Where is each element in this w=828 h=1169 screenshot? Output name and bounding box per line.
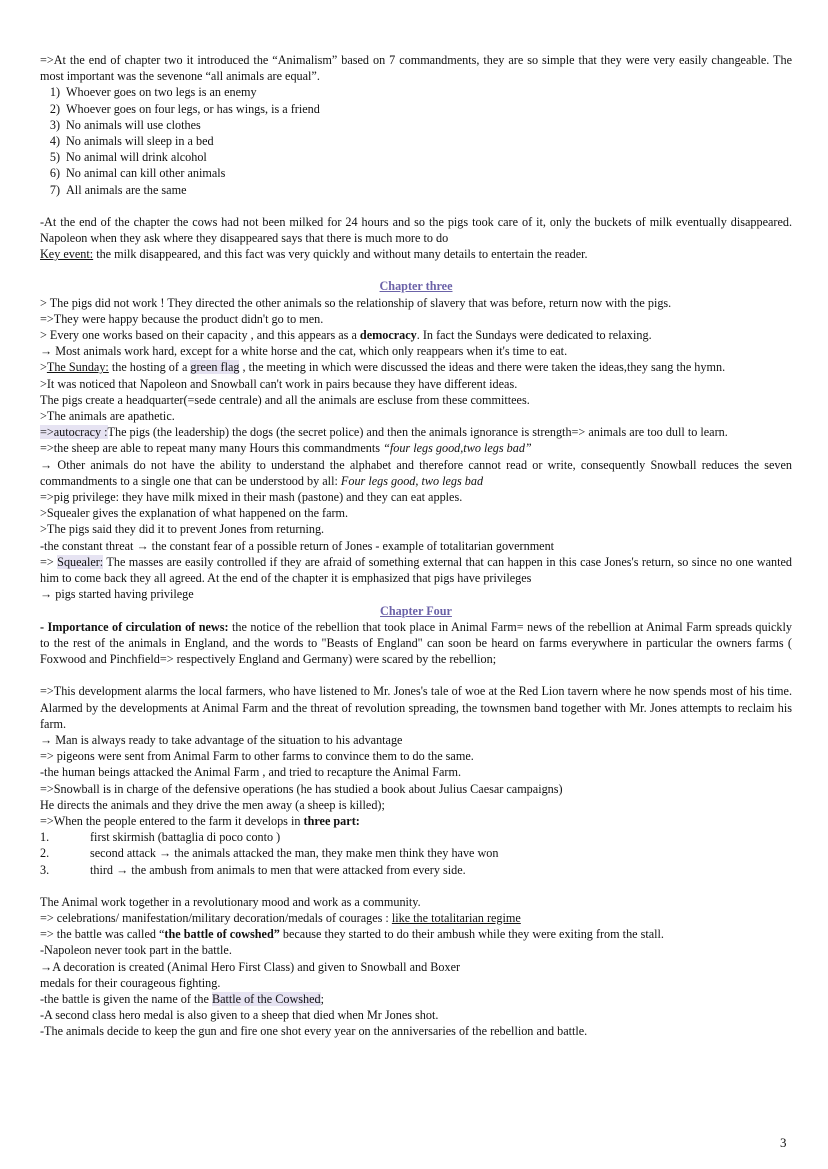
text-line: => celebrations/ manifestation/military decoration/medals of courages : like the totalitarian regime bbox=[40, 910, 521, 925]
list-item: 1. first skirmish (battaglia di poco conto ) bbox=[40, 830, 281, 845]
page-number: 3 bbox=[780, 1135, 787, 1150]
text-line: =>When the people entered to the farm it develops in three part: bbox=[40, 813, 360, 828]
text-line: He directs the animals and they drive the men away (a sheep is killed); bbox=[40, 797, 385, 812]
cows-paragraph: -At the end of the chapter the cows had not been milked for 24 hours and so the pigs took care of it, only the buckets of milk eventually disappeared. Napoleon when they ask where they disappeared says that there is much more to do bbox=[40, 214, 792, 246]
list-item: 3) No animals will use clothes bbox=[49, 117, 201, 132]
battle-parts-list bbox=[40, 829, 792, 878]
farmers-paragraph: =>This development alarms the local farmers, who have listened to Mr. Jones's tale of woe at the Red Lion tavern where he now spends most of his time. Alarmed by the developments at Animal Farm and the threat of revolution spreading, the townsmen band together with Mr. Jones attempts to reclaim his farm. bbox=[40, 684, 792, 731]
text-line: => pigeons were sent from Animal Farm to other farms to convince them to do the same. bbox=[40, 749, 474, 764]
text-line: → Most animals work hard, except for a white horse and the cat, which only reappears when it's time to eat. bbox=[40, 344, 568, 359]
text-line: => the battle was called “the battle of cowshed” because they started to do their ambush while they were exiting from the stall. bbox=[40, 927, 664, 942]
list-item: 1) Whoever goes on two legs is an enemy bbox=[49, 85, 257, 100]
text-line: >Squealer gives the explanation of what happened on the farm. bbox=[40, 506, 349, 521]
text-line: >The animals are apathetic. bbox=[40, 409, 175, 424]
text-line: >It was noticed that Napoleon and Snowball can't work in pairs because they have different ideas. bbox=[40, 376, 518, 391]
commandments-list bbox=[40, 84, 792, 197]
text-line: -the constant threat → the constant fear of a possible return of Jones - example of totalitarian government bbox=[40, 538, 555, 553]
document-page bbox=[40, 52, 792, 1040]
text-line: -A second class hero medal is also given to a sheep that died when Mr Jones shot. bbox=[40, 1008, 439, 1023]
text-line: =>the sheep are able to repeat many many Hours this commandments “four legs good,two legs bad” bbox=[40, 441, 532, 456]
list-item: 4) No animals will sleep in a bed bbox=[49, 134, 214, 149]
list-item: 2) Whoever goes on four legs, or has wings, is a friend bbox=[49, 101, 320, 116]
key-event-line: Key event: the milk disappeared, and this fact was very quickly and without many details to entertain the reader. bbox=[40, 247, 588, 262]
list-item: 6) No animal can kill other animals bbox=[49, 166, 226, 181]
text-line: The pigs create a headquarter(=sede centrale) and all the animals are escluse from these committees. bbox=[40, 392, 530, 407]
list-item: 2. second attack → the animals attacked the man, they make men think they have won bbox=[40, 846, 499, 861]
text-line: > The pigs did not work ! They directed the other animals so the relationship of slavery that was before, return now with the pigs. bbox=[40, 295, 672, 310]
text-line: >The pigs said they did it to prevent Jones from returning. bbox=[40, 522, 325, 537]
text-line: → Other animals do not have the ability to understand the alphabet and therefore cannot read or write, consequently Snowball reduces the seven commandments to a single one that can be understood by all: Four legs good, two legs bad bbox=[40, 457, 792, 488]
text-line: → pigs started having privilege bbox=[40, 587, 194, 602]
text-line: → Man is always ready to take advantage of the situation to his advantage bbox=[40, 732, 403, 747]
text-line: -Napoleon never took part in the battle. bbox=[40, 943, 232, 958]
text-line: The Animal work together in a revolutionary mood and work as a community. bbox=[40, 894, 421, 909]
text-line: > Every one works based on their capacity , and this appears as a democracy. In fact the Sundays were dedicated to relaxing. bbox=[40, 328, 652, 343]
list-item: 7) All animals are the same bbox=[49, 182, 187, 197]
list-item: 5) No animal will drink alcohol bbox=[49, 150, 207, 165]
text-line: =>autocracy :The pigs (the leadership) the dogs (the secret police) and then the animals ignorance is strength=> animals are too dull to learn. bbox=[40, 425, 728, 440]
news-paragraph: - Importance of circulation of news: the notice of the rebellion that took place in Animal Farm= news of the rebellion at Animal Farm spreads quickly to the rest of the animals in England, and the words to "Beasts of England" can soon be heard on farms everywhere in particular the owners farms ( Foxwood and Pinchfield=> respectively England and Germany) were scared by the rebellion; bbox=[40, 619, 792, 667]
intro-paragraph: =>At the end of chapter two it introduced the “Animalism” based on 7 commandments, they are so simple that they were very easily changeable. The most important was the sevenone “all animals are equal”. bbox=[40, 53, 792, 84]
chapter-four-heading: Chapter Four bbox=[380, 603, 452, 618]
text-line: => Squealer: The masses are easily controlled if they are afraid of something external that can happen in this case Jones's return, so since no one wanted him to come back they all agreed. At the end of the chapter it is emphasized that pigs have privileges bbox=[40, 554, 792, 586]
list-item: 3. third → the ambush from animals to men that were attacked from every side. bbox=[40, 862, 466, 877]
text-line: =>pig privilege: they have milk mixed in their mash (pastone) and they can eat apples. bbox=[40, 490, 463, 505]
text-line: -the human beings attacked the Animal Farm , and tried to recapture the Animal Farm. bbox=[40, 765, 462, 780]
text-line: -the battle is given the name of the Battle of the Cowshed; bbox=[40, 991, 324, 1006]
text-line: >The Sunday: the hosting of a green flag , the meeting in which were discussed the ideas and there were taken the ideas,they sang the hymn. bbox=[40, 360, 726, 375]
text-line: medals for their courageous fighting. bbox=[40, 975, 221, 990]
chapter-three-heading: Chapter three bbox=[379, 279, 453, 294]
text-line: -The animals decide to keep the gun and fire one shot every year on the anniversaries of the rebellion and battle. bbox=[40, 1024, 588, 1039]
text-line: =>They were happy because the product didn't go to men. bbox=[40, 311, 324, 326]
text-line: →A decoration is created (Animal Hero First Class) and given to Snowball and Boxer bbox=[40, 959, 461, 974]
text-line: =>Snowball is in charge of the defensive operations (he has studied a book about Julius Caesar campaigns) bbox=[40, 781, 563, 796]
